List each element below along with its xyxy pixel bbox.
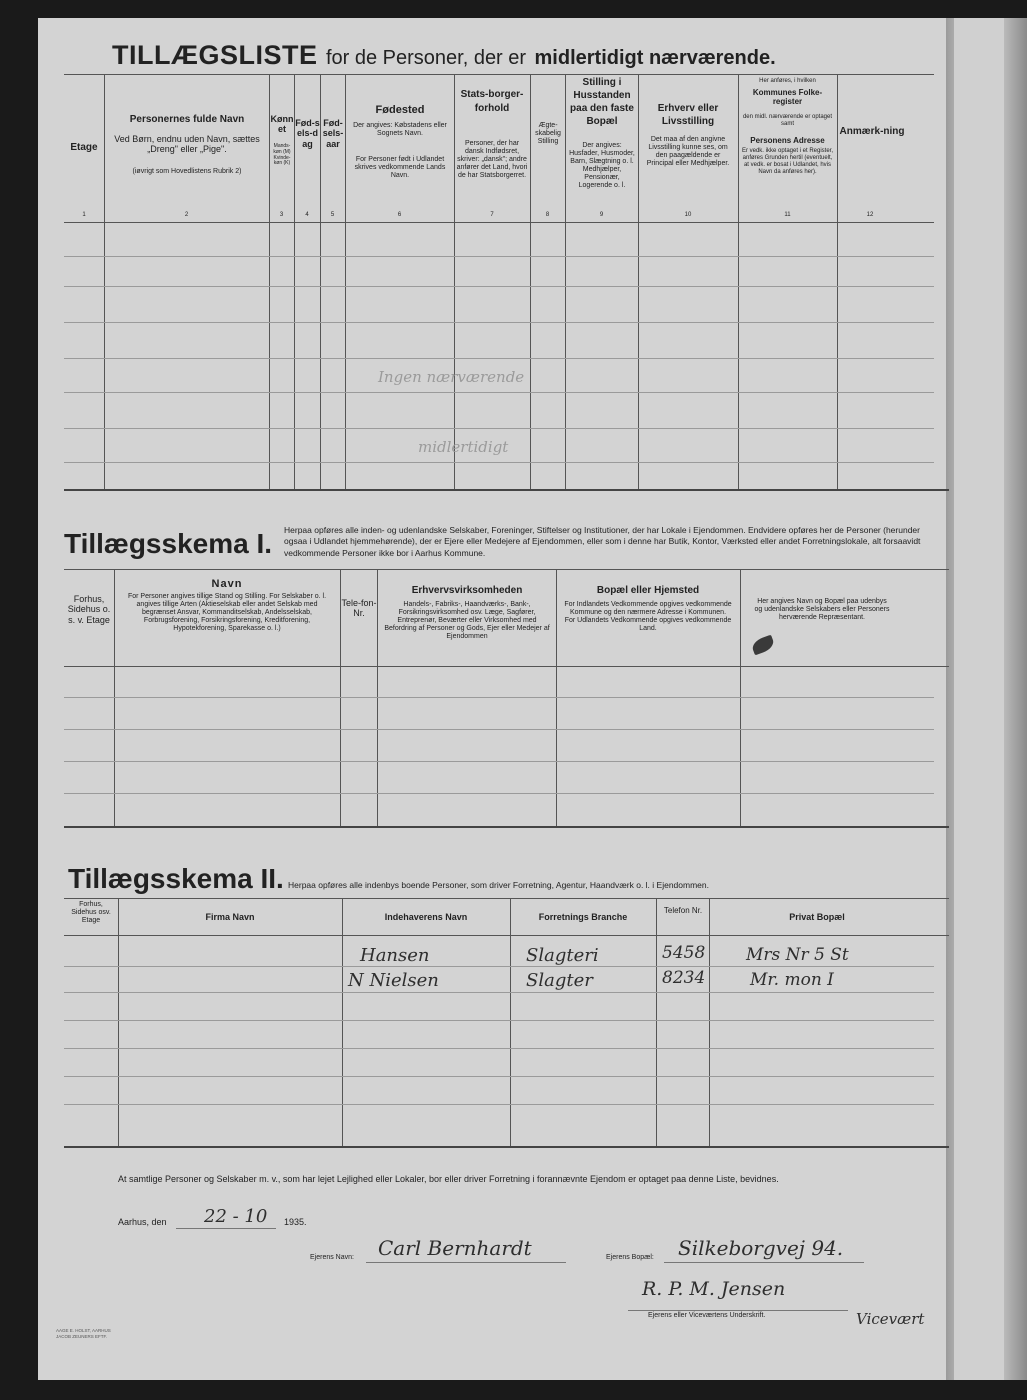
skema2-desc: Herpaa opføres alle indenbys boende Personer, som driver Forretning, Agentur, Haandværk o. l. i Ejendommen. xyxy=(288,880,709,890)
viceaert-signature: R. P. M. Jensen xyxy=(642,1278,786,1300)
col-name-note: (iøvrigt som Hovedlistens Rubrik 2) xyxy=(132,168,242,175)
col-num-11: 11 xyxy=(784,212,791,218)
s1-col-name-title: Navn xyxy=(211,578,243,590)
s1-col-business-title: Erhvervsvirksomheden xyxy=(411,585,523,596)
skema1-title: Tillægsskema I. xyxy=(64,528,273,559)
declaration: At samtlige Personer og Selskaber m. v., som har lejet Lejlighed eller Lokaler, bor eller driver Forretning i forannævnte Ejendom er optaget paa denne Liste, bevidnes. xyxy=(118,1174,779,1184)
col-birthday: Fød-sels-dag xyxy=(295,118,320,149)
s1-col-business-sub: Handels-, Fabriks-, Haandværks-, Bank-, Forsikringsvirksomhed osv. Læge, Sagfører, Entreprenør, Beværter eller Virksomhed med Befordring af Personer og Gods, Ejer eller Medejer af Ejendommen xyxy=(384,601,550,641)
col-num-8: 8 xyxy=(545,212,550,218)
form-page xyxy=(38,18,946,1380)
col-num-1: 1 xyxy=(82,212,86,218)
s2-row1-home: Mrs Nr 5 St xyxy=(746,945,849,965)
address-hand: Silkeborgvej 94. xyxy=(678,1236,844,1260)
col-register-title2: Personens Adresse xyxy=(750,136,825,145)
col-num-12: 12 xyxy=(866,212,874,218)
col-num-7: 7 xyxy=(490,212,494,218)
s1-col-representative: Her angives Navn og Bopæl paa udenbys og udenlandske Selskabers eller Personers herværende Repræsentant. xyxy=(754,598,890,622)
owner-signature: Carl Bernhardt xyxy=(378,1236,532,1260)
col-marital: Ægte-skabelig Stilling xyxy=(535,122,561,146)
list-title xyxy=(112,40,776,71)
list-title-bold: midlertidigt nærværende. xyxy=(534,47,776,69)
col-num-9: 9 xyxy=(599,212,604,218)
col-num-10: 10 xyxy=(684,212,692,218)
col-num-2: 2 xyxy=(184,212,189,218)
col-remarks: Anmærk-ning xyxy=(839,126,905,137)
col-citizenship-title: Stats-borger-forhold xyxy=(460,89,524,114)
s2-col-phone: Telefon Nr. xyxy=(663,906,703,915)
faint-note-2: midlertidigt xyxy=(418,438,509,456)
s1-col-residence-sub: For Indlandets Vedkommende opgives vedkommende Kommune og den nærmere Adresse i Kommunen. For Udlandets Vedkommende opgives vedkommende Land. xyxy=(564,601,732,633)
col-birthplace-note: For Personer født i Udlandet skrives vedkommende Lands Navn. xyxy=(354,156,446,180)
date-hand: 22 - 10 xyxy=(204,1206,268,1227)
s1-col-name-sub: For Personer angives tillige Stand og Stilling. For Selskaber o. l. angives tillige Arten (Aktieselskab eller andet Selskab med begrænset Ansvar, Kommanditselskab, Andelsselskab, Forbrugsforening, Forsikringsforening, Kreditforening, Hypotekforening, Sparekasse o. l.) xyxy=(127,593,327,633)
s2-col-floor: Forhus, Sidehus osv. Etage xyxy=(71,901,111,925)
col-register-pre: Her anføres, i hvilken xyxy=(759,78,816,84)
col-household-title: Stilling i Husstanden paa den faste Bopæl xyxy=(570,77,634,127)
col-citizenship-sub: Personer, der har dansk Indfødsret, skriver: „dansk"; andre anfører det Land, hvori de har Statsborgerret. xyxy=(456,140,528,180)
s2-row1-phone: 5458 xyxy=(662,943,706,963)
binding-edge xyxy=(946,18,1027,1380)
faint-note-1: Ingen nærværende xyxy=(378,368,525,386)
s1-col-floor: Forhus, Sidehus o. s. v. Etage xyxy=(67,594,111,625)
owner-rule xyxy=(366,1262,566,1263)
s2-col-branch: Forretnings Branche xyxy=(538,912,628,922)
signature-rule xyxy=(628,1310,848,1311)
s2-col-firm: Firma Navn xyxy=(205,912,255,922)
col-birthplace-sub: Der angives: Købstadens eller Sognets Navn. xyxy=(353,122,447,138)
s2-row2-phone: 8234 xyxy=(662,968,706,988)
col-gender-sub: Mands-køn (M) Kvinde-køn (K) xyxy=(273,143,291,167)
skema2-title: Tillægsskema II. xyxy=(68,863,284,894)
address-rule xyxy=(664,1262,864,1263)
col-household-sub: Der angives: Husfader, Husmoder, Barn, Slægtning o. l. Medhjælper, Pensionær, Logerende o. l. xyxy=(569,142,635,190)
date-rule xyxy=(176,1228,276,1229)
s2-row2-home: Mr. mon I xyxy=(750,970,834,990)
col-register-title: Kommunes Folke-register xyxy=(752,88,823,107)
place-label: Aarhus, den xyxy=(118,1217,167,1227)
list-title-mid: for de Personer, der er xyxy=(325,47,527,69)
col-register-sub: Er vedk. ikke optaget i et Register, anføres Grunden hertil (eventuelt, at vedk. er bosat i Udlandet, hvis Navn da anføres her). xyxy=(741,148,834,175)
s2-row2-owner: N Nielsen xyxy=(348,970,439,991)
s2-row1-owner: Hansen xyxy=(360,945,430,966)
col-name-sub: Ved Børn, endnu uden Navn, sættes „Dreng" eller „Pige". xyxy=(114,134,260,155)
skema1-desc: Herpaa opføres alle inden- og udenlandske Selskaber, Foreninger, Stiftelser og Institutioner, der har Lokale i Ejendommen. Endvidere opføres her de Personer (herunder ogsaa i Udlandet hjemmehørende), der er Ejere eller Medejere af Ejendommen, eller som i denne har Butik, Kontor, Værksted eller andet Forretningslokale, alt forsaavidt vedkommende Personer ikke bor i Aarhus Kommune. xyxy=(284,525,921,558)
col-etage: Etage xyxy=(70,142,98,153)
printer-mark: AAGE E. HOLST, AARHUS JACOB ZEUNERS EFTF. xyxy=(56,1328,111,1339)
list-title-big: TILLÆGSLISTE xyxy=(112,40,318,70)
s2-row1-branch: Slagteri xyxy=(526,945,599,966)
col-occupation-title: Erhverv eller Livsstilling xyxy=(657,103,719,127)
s1-col-phone: Tele-fon-Nr. xyxy=(341,598,377,619)
col-register-mid: den midl. nærværende er optaget samt xyxy=(742,114,833,127)
col-birthyear: Fød-sels-aar xyxy=(322,118,344,149)
col-num-4: 4 xyxy=(305,212,309,218)
owner-label: Ejerens Navn: xyxy=(310,1254,354,1261)
col-num-5: 5 xyxy=(330,212,335,218)
leaf-mark xyxy=(750,635,775,656)
col-gender-title: Kønnet xyxy=(270,114,294,135)
viceaert-extra: Vicevært xyxy=(856,1310,925,1328)
year: 1935. xyxy=(284,1217,307,1227)
s2-row2-branch: Slagter xyxy=(526,970,593,991)
col-num-6: 6 xyxy=(397,212,402,218)
s2-col-owner: Indehaverens Navn xyxy=(384,912,468,922)
col-name-title: Personernes fulde Navn xyxy=(129,114,245,125)
col-num-3: 3 xyxy=(279,212,284,218)
signature-label: Ejerens eller Viceværtens Underskrift. xyxy=(648,1312,766,1319)
s1-col-residence-title: Bopæl eller Hjemsted xyxy=(596,585,700,596)
address-label: Ejerens Bopæl: xyxy=(606,1254,654,1261)
col-occupation-sub: Det maa af den angivne Livsstilling kunne ses, om den paagældende er Principal eller Medhjælper. xyxy=(646,136,730,168)
col-birthplace-title: Fødested xyxy=(375,104,425,116)
s2-col-home: Privat Bopæl xyxy=(789,912,845,922)
